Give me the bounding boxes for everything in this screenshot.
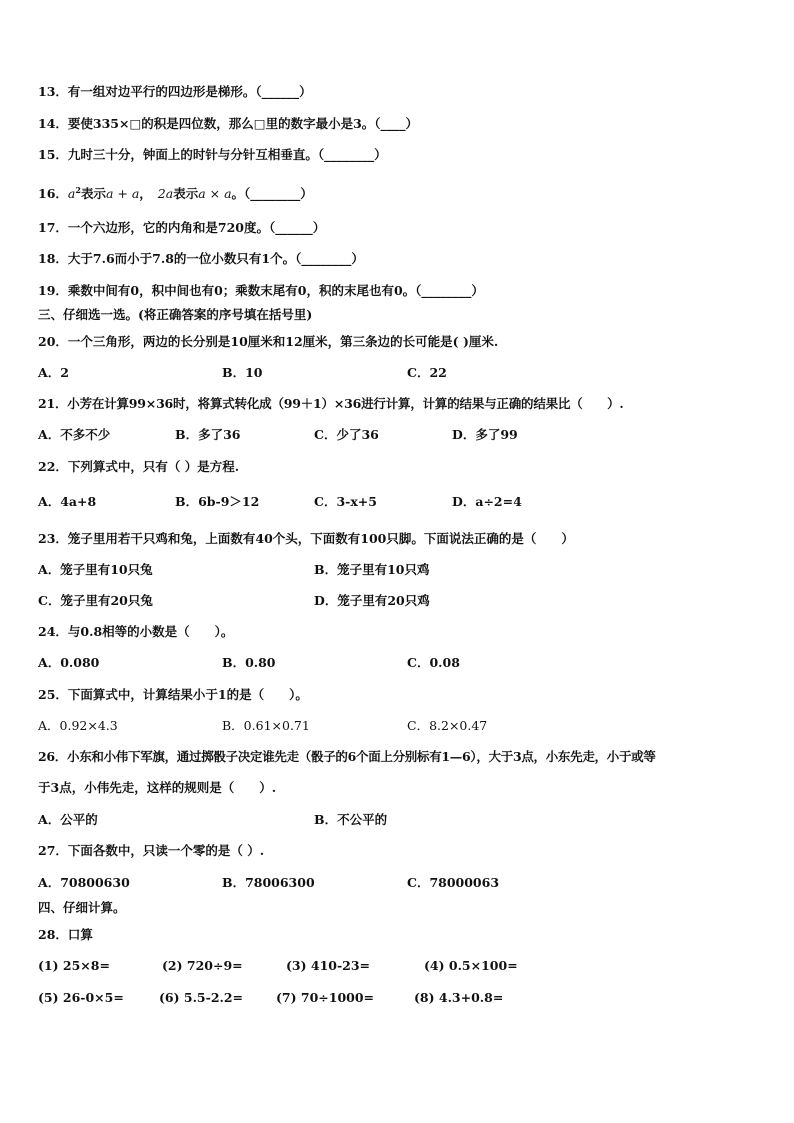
question-18: 18．大于7.6而小于7.8的一位小数只有1个。（________）: [38, 251, 364, 266]
q21-option-a: A．不多不少: [38, 427, 111, 442]
mental-calc-6: (6) 5.5-2.2=: [159, 990, 244, 1005]
section-3-heading: 三、仔细选一选。(将正确答案的序号填在括号里): [38, 307, 313, 322]
q22-option-d: D．a÷2=4: [452, 494, 522, 509]
question-19: 19．乘数中间有0，积中间也有0；乘数末尾有0，积的末尾也有0。（________）: [38, 283, 484, 298]
q26-option-a: A．公平的: [38, 812, 98, 827]
q22-option-c: C．3-x+5: [314, 494, 377, 509]
q21-option-d: D．多了99: [452, 427, 518, 442]
question-16: 16．$a^2$表示a + a， 2a表示a × a。（________）: [38, 185, 313, 201]
question-28-title: 28．口算: [38, 927, 93, 942]
question-24: 24．与0.8相等的小数是（ ）。: [38, 624, 234, 639]
q24-option-a: A．0.080: [38, 655, 100, 670]
section-4-heading: 四、仔细计算。: [38, 900, 126, 915]
q27-option-c: C．78000063: [407, 875, 500, 890]
mental-calc-5: (5) 26-0×5=: [38, 990, 124, 1005]
q27-option-b: B．78006300: [222, 875, 315, 890]
q20-option-a: A．2: [38, 365, 69, 380]
q20-option-b: B．10: [222, 365, 263, 380]
q22-option-a: A．4a+8: [38, 494, 97, 509]
q22-option-b: B．6b-9＞12: [175, 494, 260, 509]
question-20: 20．一个三角形，两边的长分别是10厘米和12厘米，第三条边的长可能是( )厘米.: [38, 334, 499, 349]
question-23: 23．笼子里用若干只鸡和兔，上面数有40个头，下面数有100只脚。下面说法正确的是（ ）: [38, 531, 574, 546]
question-25: 25．下面算式中，计算结果小于1的是（ ）。: [38, 687, 308, 702]
q26-option-b: B．不公平的: [314, 812, 388, 827]
q23-option-a: A．笼子里有10只兔: [38, 562, 153, 577]
q21-option-c: C．少了36: [314, 427, 379, 442]
mental-calc-1: (1) 25×8=: [38, 958, 110, 973]
q24-option-c: C．0.08: [407, 655, 460, 670]
mental-calc-3: (3) 410-23=: [286, 958, 371, 973]
question-21: 21．小芳在计算99×36时，将算式转化成（99＋1）×36进行计算，计算的结果与正确的结果比（ ）.: [38, 396, 624, 411]
mental-calc-4: (4) 0.5×100=: [424, 958, 518, 973]
mental-calc-7: (7) 70÷1000=: [276, 990, 375, 1005]
q23-option-d: D．笼子里有20只鸡: [314, 593, 430, 608]
question-17: 17．一个六边形，它的内角和是720度。（______）: [38, 220, 326, 235]
q23-option-c: C．笼子里有20只兔: [38, 593, 153, 608]
q23-option-b: B．笼子里有10只鸡: [314, 562, 430, 577]
question-14: 14．要使335×□的积是四位数，那么□里的数字最小是3。（____）: [38, 116, 419, 131]
question-27: 27．下面各数中，只读一个零的是（ ）.: [38, 843, 265, 858]
q25-option-a: A．0.92×4.3: [38, 718, 118, 733]
question-22: 22．下列算式中，只有（ ）是方程.: [38, 459, 240, 474]
mental-calc-2: (2) 720÷9=: [162, 958, 243, 973]
q25-option-c: C．8.2×0.47: [407, 718, 488, 733]
q20-option-c: C．22: [407, 365, 447, 380]
question-13: 13．有一组对边平行的四边形是梯形。（______）: [38, 84, 312, 99]
question-15: 15．九时三十分，钟面上的时针与分针互相垂直。（________）: [38, 147, 387, 162]
q27-option-a: A．70800630: [38, 875, 130, 890]
q25-option-b: B．0.61×0.71: [222, 718, 310, 733]
q24-option-b: B．0.80: [222, 655, 276, 670]
question-26-line-2: 于3点，小伟先走，这样的规则是（ ）.: [38, 780, 277, 795]
mental-calc-8: (8) 4.3+0.8=: [414, 990, 504, 1005]
q21-option-b: B．多了36: [175, 427, 241, 442]
question-26-line-1: 26．小东和小伟下军旗，通过掷骰子决定谁先走（骰子的6个面上分别标有1—6），大于3点，小东先走，小于或等: [38, 749, 656, 764]
